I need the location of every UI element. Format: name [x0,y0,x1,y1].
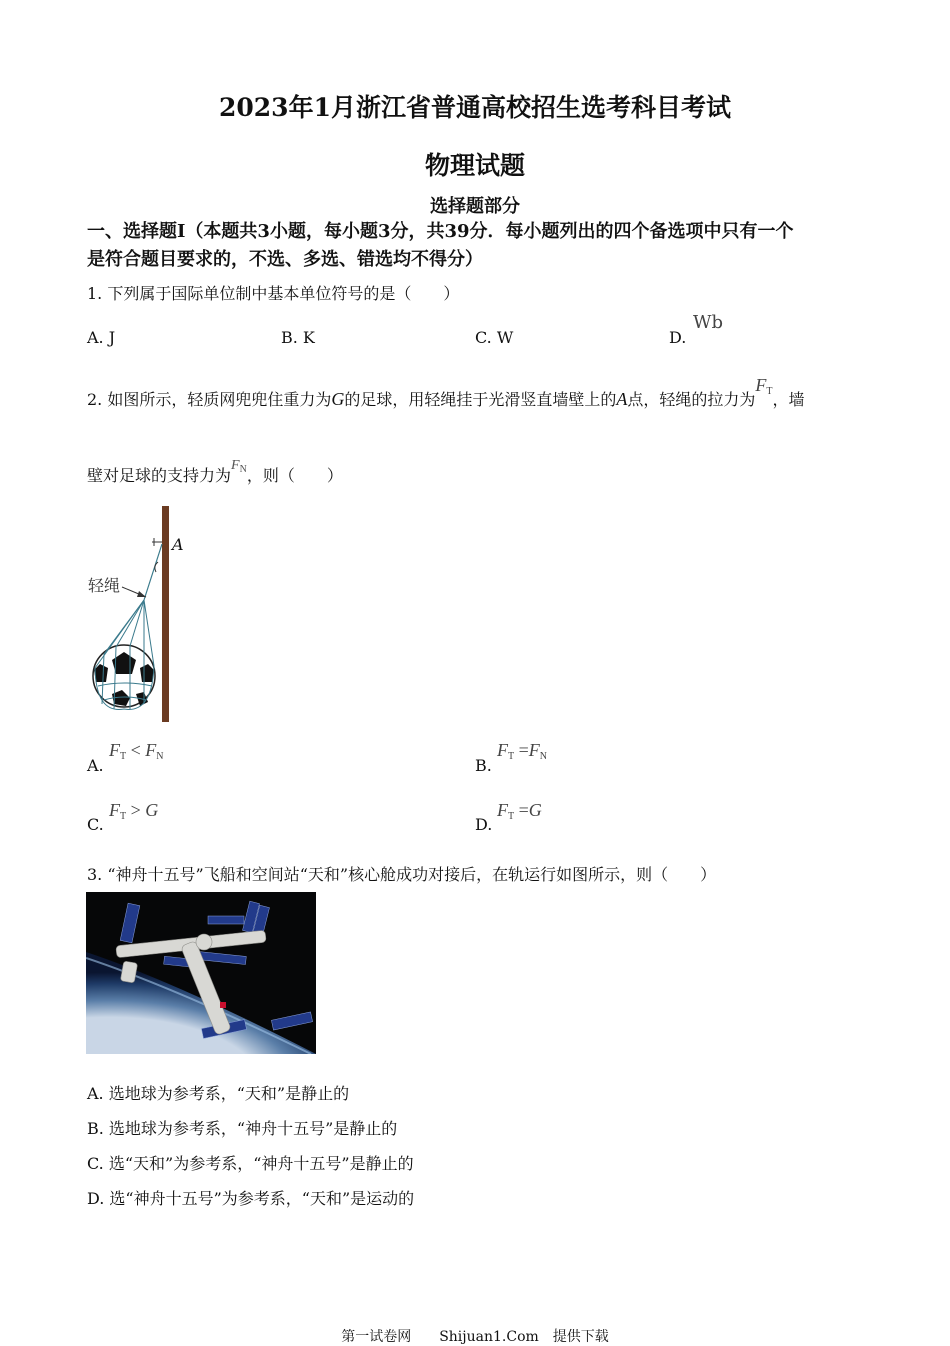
q2-option-a-op: < [130,740,141,760]
section-heading-line1: 一、选择题Ⅰ（本题共3小题，每小题3分，共39分．每小题列出的四个备选项中只有一个 [87,221,794,242]
q2-symbol-ft [755,375,772,395]
q3-option-c: C. 选“天和”为参考系，“神舟十五号”是静止的 [87,1154,414,1173]
q3-option-d: D. 选“神舟十五号”为参考系，“天和”是运动的 [87,1189,415,1208]
q2-option-d: D. [475,815,493,834]
q2-symbol-ft-t: T [766,386,773,397]
q2-option-b-f1: F [497,740,508,760]
q2-stem-part2: 的足球，用轻绳挂于光滑竖直墙壁上的 [344,390,617,409]
wall [162,506,169,722]
q2-option-d-t: T [508,811,515,822]
q2-symbol-ft-f: F [755,375,767,395]
q2-stem-part3: 点，轻绳的拉力为 [627,390,756,409]
page-footer: 第一试卷网 Shijuan1.Com 提供下载 [341,1329,609,1345]
q2-stem-part4: ，墙 [772,390,805,409]
q1-option-b: B. K [281,328,315,347]
q3-option-b: B. 选地球为参考系，“神舟十五号”是静止的 [87,1119,398,1138]
q2-option-a: A. [87,756,104,775]
q2-option-b-n: N [539,751,547,762]
figure-label-rope: 轻绳 [88,576,121,595]
q2-stem-line2-text: 壁对足球的支持力为 [87,466,232,485]
q2-option-b-f2: F [528,740,540,760]
q2-option-b-t: T [508,751,515,762]
q2-symbol-g: G [331,389,345,409]
subject-title: 物理试题 [424,151,525,180]
q2-option-d-expr [497,800,542,822]
q2-option-a-f1: F [109,740,120,760]
q2-option-b-expr [497,740,547,762]
q2-symbol-fn-f: F [231,458,240,473]
q2-option-c-expr [109,800,158,822]
part-title: 选择题部分 [430,196,520,217]
q1-stem: 1. 下列属于国际单位制中基本单位符号的是（ ） [87,284,460,303]
q2-option-a-t: T [120,751,127,762]
q2-stem-line1 [87,375,805,411]
flag-marker [220,1002,226,1008]
q2-option-d-g: G [528,800,542,820]
q2-option-a-expr [109,740,164,762]
q2-option-c: C. [87,815,104,834]
q3-option-a: A. 选地球为参考系，“天和”是静止的 [87,1084,350,1103]
q2-option-c-g: G [145,800,159,820]
q2-symbol-fn-n: N [239,464,247,475]
q1-option-d: D. [669,328,687,347]
q2-stem-line2-end: ，则（ ） [246,466,343,485]
q1-option-a: A. J [87,328,116,347]
q2-symbol-a: A [616,389,628,409]
q2-option-d-f: F [497,800,508,820]
section-heading-line2: 是符合题目要求的，不选、多选、错选均不得分） [87,249,483,270]
figure-label-a: A [172,535,184,554]
q2-option-c-f: F [109,800,120,820]
rope-pointer-arrow [137,591,146,597]
q2-stem-part1: 2. 如图所示，轻质网兜兜住重力为 [87,390,332,409]
q1-option-d-value: Wb [693,312,724,333]
q2-option-b-op: = [518,740,529,760]
q2-option-c-t: T [120,811,127,822]
q1-option-c: C. W [475,328,514,347]
light-rope [144,544,162,600]
exam-title: 2023年1月浙江省普通高校招生选考科目考试 [219,93,731,122]
q3-stem: 3. “神舟十五号”飞船和空间站“天和”核心舱成功对接后，在轨运行如图所示，则（ ） [87,865,717,884]
q2-stem-line2 [87,458,343,487]
section-heading [87,218,867,274]
q2-symbol-fn [231,458,247,473]
q2-option-b: B. [475,756,492,775]
q2-option-d-op: = [518,800,529,820]
q2-option-a-n: N [156,751,164,762]
q2-option-c-op: > [130,800,141,820]
q3-space-station-image [86,892,316,1054]
q2-option-a-f2: F [145,740,157,760]
